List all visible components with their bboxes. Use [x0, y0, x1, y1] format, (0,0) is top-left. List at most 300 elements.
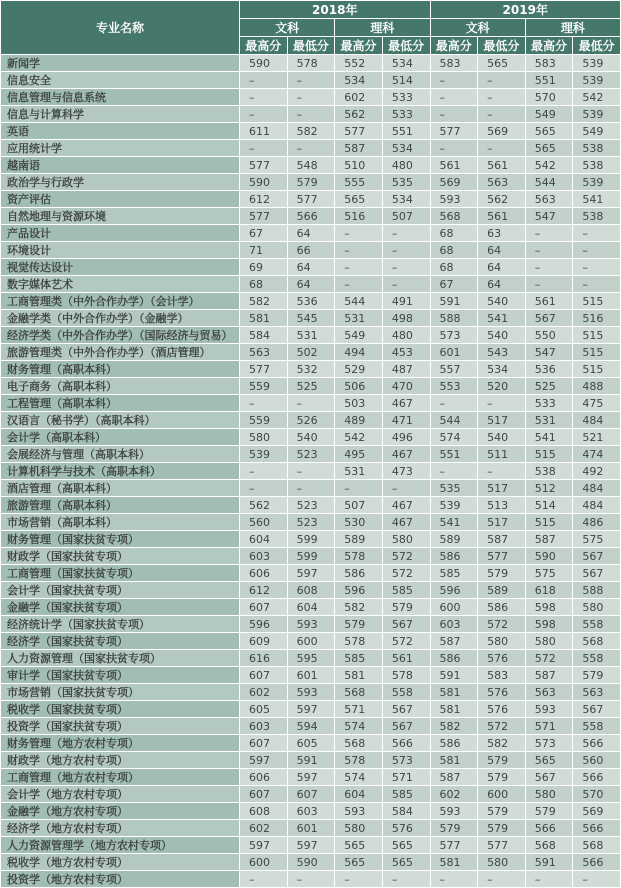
major-name-cell: 电子商务（高职本科）	[1, 378, 240, 395]
score-cell: 470	[382, 378, 430, 395]
score-cell: 535	[382, 174, 430, 191]
score-cell: –	[382, 242, 430, 259]
score-cell: 577	[335, 123, 383, 140]
table-row	[1, 718, 621, 735]
header-year-2018: 2018年	[240, 1, 431, 19]
score-cell: 598	[525, 599, 573, 616]
score-cell: 484	[573, 480, 621, 497]
major-name-cell: 产品设计	[1, 225, 240, 242]
score-cell: 540	[478, 293, 526, 310]
score-cell: 597	[240, 837, 288, 854]
score-cell: 491	[382, 293, 430, 310]
score-cell: 492	[573, 463, 621, 480]
score-cell: 611	[240, 123, 288, 140]
table-row	[1, 242, 621, 259]
score-cell: –	[430, 106, 478, 123]
score-cell: 573	[525, 735, 573, 752]
score-cell: 551	[382, 123, 430, 140]
score-cell: 579	[382, 599, 430, 616]
score-cell: –	[525, 276, 573, 293]
score-cell: 453	[382, 344, 430, 361]
score-cell: 67	[430, 276, 478, 293]
score-cell: 595	[287, 650, 335, 667]
score-cell: 526	[287, 412, 335, 429]
score-cell: –	[240, 89, 288, 106]
score-cell: 607	[240, 599, 288, 616]
score-cell: 579	[335, 616, 383, 633]
score-cell: 467	[382, 446, 430, 463]
score-cell: 575	[573, 531, 621, 548]
score-cell: –	[287, 106, 335, 123]
table-row	[1, 412, 621, 429]
score-cell: 593	[287, 684, 335, 701]
score-cell: 607	[240, 786, 288, 803]
score-cell: –	[478, 140, 526, 157]
major-name-cell: 金融学（地方农村专项）	[1, 803, 240, 820]
score-cell: 539	[573, 106, 621, 123]
score-cell: 561	[478, 157, 526, 174]
score-cell: –	[287, 89, 335, 106]
score-cell: 566	[573, 820, 621, 837]
score-cell: 550	[525, 327, 573, 344]
score-cell: 587	[430, 633, 478, 650]
score-cell: 541	[430, 514, 478, 531]
score-cell: 517	[478, 480, 526, 497]
major-name-cell: 财政学（国家扶贫专项）	[1, 548, 240, 565]
score-cell: 597	[287, 837, 335, 854]
score-cell: 67	[240, 225, 288, 242]
score-cell: 538	[525, 463, 573, 480]
score-cell: 570	[525, 89, 573, 106]
table-row	[1, 123, 621, 140]
header-min-score: 最低分	[478, 37, 526, 55]
score-cell: 520	[478, 378, 526, 395]
score-cell: 514	[525, 497, 573, 514]
score-cell: 586	[478, 599, 526, 616]
score-cell: 66	[287, 242, 335, 259]
score-cell: 548	[287, 157, 335, 174]
score-cell: 576	[478, 650, 526, 667]
score-cell: 549	[573, 123, 621, 140]
table-row	[1, 463, 621, 480]
score-cell: 589	[430, 531, 478, 548]
table-row	[1, 667, 621, 684]
header-arts-2019: 文科	[430, 19, 525, 37]
score-cell: 565	[478, 55, 526, 72]
score-cell: 510	[335, 157, 383, 174]
score-cell: 579	[525, 803, 573, 820]
major-name-cell: 财务管理（国家扶贫专项）	[1, 531, 240, 548]
score-cell: 593	[525, 701, 573, 718]
score-cell: 602	[240, 684, 288, 701]
score-cell: 585	[430, 565, 478, 582]
score-cell: –	[525, 259, 573, 276]
score-cell: 486	[573, 514, 621, 531]
score-cell: –	[573, 259, 621, 276]
score-cell: –	[478, 463, 526, 480]
score-cell: 539	[573, 72, 621, 89]
score-cell: 603	[287, 803, 335, 820]
table-row	[1, 174, 621, 191]
major-name-cell: 财务管理（高职本科）	[1, 361, 240, 378]
table-row	[1, 446, 621, 463]
score-cell: 591	[287, 752, 335, 769]
score-cell: 577	[240, 361, 288, 378]
major-name-cell: 视觉传达设计	[1, 259, 240, 276]
score-cell: 551	[430, 446, 478, 463]
score-cell: 576	[478, 701, 526, 718]
score-cell: 542	[335, 429, 383, 446]
header-max-score: 最高分	[335, 37, 383, 55]
table-row	[1, 140, 621, 157]
score-cell: 588	[430, 310, 478, 327]
score-cell: 609	[240, 633, 288, 650]
score-cell: 558	[573, 616, 621, 633]
major-name-cell: 工商管理（国家扶贫专项）	[1, 565, 240, 582]
score-cell: 566	[287, 208, 335, 225]
score-cell: 570	[573, 786, 621, 803]
header-min-score: 最低分	[382, 37, 430, 55]
major-name-cell: 工商管理（地方农村专项）	[1, 769, 240, 786]
score-cell: 590	[240, 174, 288, 191]
score-cell: 536	[525, 361, 573, 378]
score-cell: 616	[240, 650, 288, 667]
major-name-cell: 信息安全	[1, 72, 240, 89]
score-cell: 566	[573, 735, 621, 752]
score-cell: 583	[478, 667, 526, 684]
score-cell: 577	[430, 837, 478, 854]
score-cell: 577	[478, 837, 526, 854]
score-cell: 567	[573, 565, 621, 582]
major-name-cell: 资产评估	[1, 191, 240, 208]
score-cell: –	[335, 276, 383, 293]
score-cell: 587	[478, 531, 526, 548]
score-cell: 579	[478, 752, 526, 769]
major-name-cell: 信息与计算科学	[1, 106, 240, 123]
score-cell: 68	[240, 276, 288, 293]
score-cell: 467	[382, 514, 430, 531]
score-cell: 581	[240, 310, 288, 327]
score-cell: –	[573, 276, 621, 293]
score-cell: –	[240, 140, 288, 157]
score-cell: 489	[335, 412, 383, 429]
score-cell: 600	[478, 786, 526, 803]
score-cell: 573	[382, 752, 430, 769]
score-cell: 552	[335, 55, 383, 72]
score-cell: 543	[478, 344, 526, 361]
table-row	[1, 293, 621, 310]
score-cell: 534	[335, 72, 383, 89]
score-cell: 567	[573, 548, 621, 565]
score-cell: 487	[382, 361, 430, 378]
score-cell: 593	[430, 191, 478, 208]
score-cell: 579	[478, 820, 526, 837]
score-cell: 558	[382, 684, 430, 701]
score-cell: 612	[240, 191, 288, 208]
score-cell: 542	[573, 89, 621, 106]
score-cell: –	[430, 140, 478, 157]
score-cell: 495	[335, 446, 383, 463]
score-cell: 517	[478, 412, 526, 429]
table-row	[1, 157, 621, 174]
score-cell: 515	[573, 344, 621, 361]
score-cell: –	[287, 140, 335, 157]
score-cell: 562	[478, 191, 526, 208]
score-cell: 569	[430, 174, 478, 191]
score-cell: 507	[382, 208, 430, 225]
score-cell: 575	[525, 565, 573, 582]
score-cell: 577	[430, 123, 478, 140]
table-row	[1, 480, 621, 497]
score-cell: 604	[335, 786, 383, 803]
score-cell: 582	[287, 123, 335, 140]
score-cell: 571	[525, 718, 573, 735]
score-cell: 567	[573, 701, 621, 718]
table-row	[1, 344, 621, 361]
score-cell: 573	[430, 327, 478, 344]
header-max-score: 最高分	[240, 37, 288, 55]
score-cell: –	[573, 242, 621, 259]
score-cell: 561	[478, 208, 526, 225]
score-cell: 539	[240, 446, 288, 463]
score-cell: 571	[335, 701, 383, 718]
table-row	[1, 327, 621, 344]
header-arts-2018: 文科	[240, 19, 335, 37]
table-row	[1, 395, 621, 412]
score-cell: 64	[287, 259, 335, 276]
score-cell: 545	[287, 310, 335, 327]
major-name-cell: 旅游管理类（中外合作办学）（酒店管理）	[1, 344, 240, 361]
score-cell: 568	[430, 208, 478, 225]
score-cell: –	[382, 480, 430, 497]
score-cell: 547	[525, 344, 573, 361]
score-cell: 566	[573, 769, 621, 786]
score-cell: 597	[240, 752, 288, 769]
score-cell: 601	[430, 344, 478, 361]
score-cell: 568	[335, 735, 383, 752]
score-cell: 533	[382, 106, 430, 123]
major-name-cell: 人力资源管理学（地方农村专项）	[1, 837, 240, 854]
score-cell: 503	[335, 395, 383, 412]
score-cell: –	[478, 89, 526, 106]
score-cell: 608	[287, 582, 335, 599]
major-name-cell: 会展经济与管理（高职本科）	[1, 446, 240, 463]
score-cell: 587	[430, 769, 478, 786]
score-cell: –	[335, 225, 383, 242]
score-cell: 538	[573, 157, 621, 174]
score-cell: 580	[525, 786, 573, 803]
score-cell: 607	[240, 735, 288, 752]
score-cell: 580	[382, 531, 430, 548]
score-cell: 69	[240, 259, 288, 276]
score-cell: 601	[287, 667, 335, 684]
major-name-cell: 汉语言（秘书学）（高职本科）	[1, 412, 240, 429]
score-cell: –	[335, 480, 383, 497]
score-cell: –	[525, 871, 573, 888]
score-cell: 596	[335, 582, 383, 599]
score-cell: 513	[478, 497, 526, 514]
score-cell: 533	[525, 395, 573, 412]
score-cell: 480	[382, 327, 430, 344]
major-name-cell: 经济统计学（国家扶贫专项）	[1, 616, 240, 633]
score-cell: 521	[573, 429, 621, 446]
score-cell: 607	[287, 786, 335, 803]
score-cell: 582	[335, 599, 383, 616]
table-row	[1, 531, 621, 548]
major-name-cell: 市场营销（高职本科）	[1, 514, 240, 531]
score-cell: 565	[525, 752, 573, 769]
score-cell: 602	[240, 820, 288, 837]
score-cell: 578	[335, 752, 383, 769]
score-cell: 584	[240, 327, 288, 344]
score-cell: 558	[573, 650, 621, 667]
score-cell: 529	[335, 361, 383, 378]
score-cell: 606	[240, 565, 288, 582]
major-name-cell: 环境设计	[1, 242, 240, 259]
score-cell: 64	[287, 276, 335, 293]
score-cell: 534	[478, 361, 526, 378]
major-name-cell: 政治学与行政学	[1, 174, 240, 191]
score-cell: 68	[430, 259, 478, 276]
major-name-cell: 会计学（国家扶贫专项）	[1, 582, 240, 599]
major-name-cell: 信息管理与信息系统	[1, 89, 240, 106]
score-cell: 574	[335, 769, 383, 786]
table-row	[1, 565, 621, 582]
score-cell: 572	[382, 548, 430, 565]
score-cell: 496	[382, 429, 430, 446]
score-cell: 544	[525, 174, 573, 191]
score-cell: 568	[573, 837, 621, 854]
score-cell: 606	[240, 769, 288, 786]
score-cell: 600	[430, 599, 478, 616]
score-cell: 585	[382, 786, 430, 803]
score-cell: 512	[525, 480, 573, 497]
score-cell: 563	[525, 191, 573, 208]
score-cell: 561	[525, 293, 573, 310]
score-cell: 507	[335, 497, 383, 514]
score-cell: –	[525, 225, 573, 242]
header-min-score: 最低分	[287, 37, 335, 55]
score-cell: 467	[382, 497, 430, 514]
score-cell: –	[240, 463, 288, 480]
major-name-cell: 旅游管理（高职本科）	[1, 497, 240, 514]
score-cell: 607	[240, 667, 288, 684]
score-cell: 596	[240, 616, 288, 633]
score-cell: 580	[240, 429, 288, 446]
score-cell: –	[430, 463, 478, 480]
score-cell: 593	[430, 803, 478, 820]
score-cell: 551	[525, 72, 573, 89]
score-cell: 540	[478, 327, 526, 344]
score-cell: –	[287, 72, 335, 89]
score-cell: 544	[335, 293, 383, 310]
table-row	[1, 735, 621, 752]
score-cell: 584	[382, 803, 430, 820]
score-cell: 494	[335, 344, 383, 361]
score-cell: 572	[382, 565, 430, 582]
score-cell: 582	[240, 293, 288, 310]
score-cell: 541	[525, 429, 573, 446]
major-name-cell: 自然地理与资源环境	[1, 208, 240, 225]
score-cell: 605	[287, 735, 335, 752]
table-row	[1, 786, 621, 803]
score-cell: 578	[335, 633, 383, 650]
score-cell: 565	[335, 837, 383, 854]
table-header	[1, 1, 621, 55]
score-cell: –	[478, 395, 526, 412]
score-cell: 585	[335, 650, 383, 667]
score-cell: 531	[525, 412, 573, 429]
score-cell: 579	[478, 565, 526, 582]
header-science-2018: 理科	[335, 19, 430, 37]
major-name-cell: 数字媒体艺术	[1, 276, 240, 293]
table-row	[1, 582, 621, 599]
score-cell: –	[240, 480, 288, 497]
score-cell: 531	[335, 310, 383, 327]
table-row	[1, 837, 621, 854]
score-cell: 591	[430, 293, 478, 310]
score-cell: 515	[525, 514, 573, 531]
score-cell: 605	[240, 701, 288, 718]
score-cell: 585	[382, 582, 430, 599]
score-cell: 530	[335, 514, 383, 531]
score-cell: 563	[478, 174, 526, 191]
score-cell: 542	[525, 157, 573, 174]
score-cell: 589	[478, 582, 526, 599]
score-cell: 598	[525, 616, 573, 633]
score-cell: 541	[478, 310, 526, 327]
score-cell: 515	[573, 327, 621, 344]
score-cell: 603	[430, 616, 478, 633]
score-cell: 559	[240, 378, 288, 395]
score-cell: 560	[240, 514, 288, 531]
score-cell: 64	[478, 242, 526, 259]
major-name-cell: 金融学（国家扶贫专项）	[1, 599, 240, 616]
header-max-score: 最高分	[525, 37, 573, 55]
score-cell: 523	[287, 514, 335, 531]
score-cell: 517	[478, 514, 526, 531]
score-cell: –	[382, 871, 430, 888]
score-cell: 577	[287, 191, 335, 208]
table-row	[1, 310, 621, 327]
score-cell: 516	[573, 310, 621, 327]
table-body	[1, 55, 621, 888]
table-row	[1, 225, 621, 242]
score-cell: 581	[335, 667, 383, 684]
score-cell: 506	[335, 378, 383, 395]
major-name-cell: 越南语	[1, 157, 240, 174]
major-name-cell: 酒店管理（高职本科）	[1, 480, 240, 497]
score-cell: 480	[382, 157, 430, 174]
score-cell: 563	[240, 344, 288, 361]
score-cell: 515	[573, 361, 621, 378]
score-cell: 547	[525, 208, 573, 225]
score-cell: 532	[287, 361, 335, 378]
score-cell: –	[382, 259, 430, 276]
score-cell: –	[430, 395, 478, 412]
score-cell: 581	[430, 752, 478, 769]
score-cell: 511	[478, 446, 526, 463]
major-name-cell: 英语	[1, 123, 240, 140]
score-cell: 578	[382, 667, 430, 684]
score-cell: 467	[382, 395, 430, 412]
header-max-score: 最高分	[430, 37, 478, 55]
score-cell: 597	[287, 701, 335, 718]
score-cell: 603	[240, 718, 288, 735]
score-cell: –	[525, 242, 573, 259]
table-row	[1, 72, 621, 89]
score-cell: –	[335, 242, 383, 259]
